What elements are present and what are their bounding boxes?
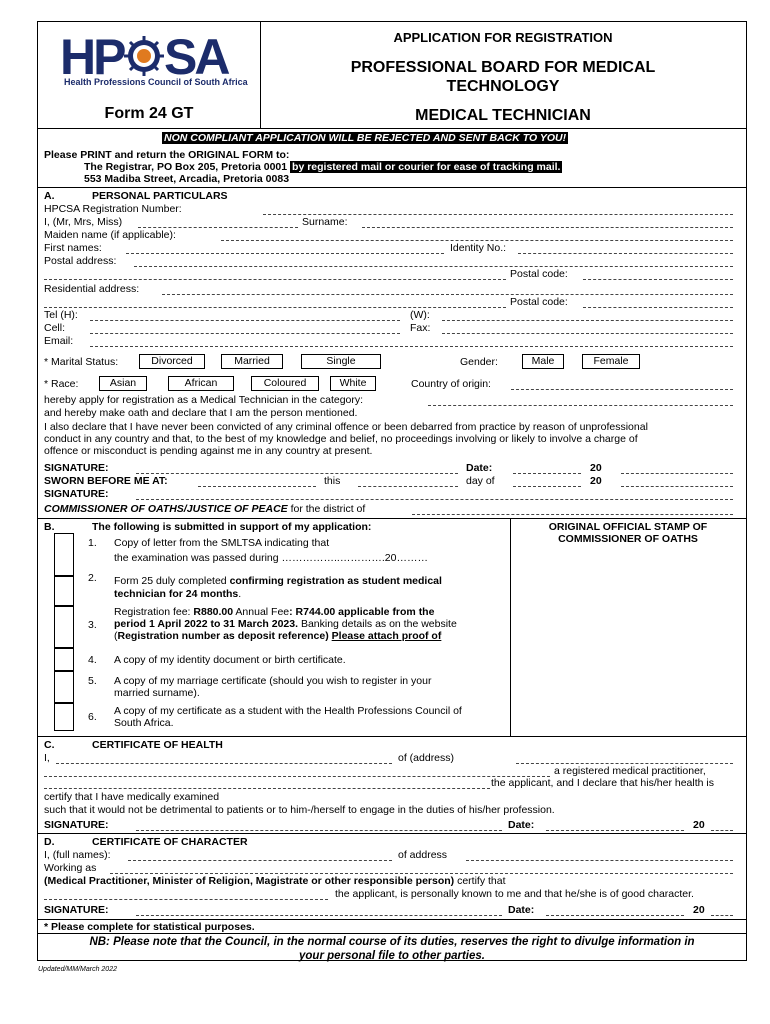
commissioner-signature-field[interactable]	[136, 499, 733, 500]
divider	[38, 736, 746, 737]
section-c-letter: C.	[44, 739, 55, 751]
email-label: Email:	[44, 335, 74, 347]
referee-signature-field[interactable]	[136, 915, 502, 916]
registration-number-label: HPCSA Registration Number:	[44, 203, 182, 215]
district-field[interactable]	[412, 514, 733, 515]
item-5-line-2: married surname).	[114, 687, 200, 699]
rejection-notice: NON COMPLIANT APPLICATION WILL BE REJECTED AND SENT BACK TO YOU!	[164, 132, 567, 144]
applicant-name-field[interactable]	[44, 788, 490, 789]
doctor-year-field[interactable]	[711, 830, 733, 831]
tel-home-label: Tel (H):	[44, 309, 78, 321]
item-4-number: 4.	[88, 654, 97, 666]
declaration-line-2: conduct in any country and that, to the best of my knowledge and belief, no proceedings involving or likely to involve a charge of	[44, 433, 638, 445]
fax-label: Fax:	[410, 322, 431, 334]
this-label: this	[324, 475, 341, 487]
certify-examined: certify that I have medically examined	[44, 791, 220, 803]
section-d-letter: D.	[44, 836, 55, 848]
marital-option-single[interactable]: Single	[301, 354, 381, 369]
section-c-title: CERTIFICATE OF HEALTH	[92, 739, 223, 751]
doctor-year-prefix: 20	[693, 819, 705, 831]
health-conclusion: such that it would not be detrimental to patients or to him-/herself to engage in the duties of his/her profession.	[44, 804, 555, 816]
doctor-signature-field[interactable]	[136, 830, 502, 831]
svg-text:HP: HP	[60, 30, 124, 78]
board-line-1: PROFESSIONAL BOARD FOR MEDICAL	[350, 59, 656, 76]
applicant-signature-label: SIGNATURE:	[44, 462, 109, 474]
country-of-origin-field[interactable]	[511, 389, 733, 390]
item-3-line-1: Registration fee: R880.00 Annual Fee: R744.00 applicable from the	[114, 606, 435, 618]
form-number: Form 24 GT	[104, 105, 194, 122]
referee-signature-label: SIGNATURE:	[44, 904, 109, 916]
declaration-line-3: offence or misconduct is pending against me in any country at present.	[44, 445, 373, 457]
item-6-checkbox[interactable]	[54, 703, 74, 731]
item-6-line-1: A copy of my certificate as a student with the Health Professions Council of	[114, 705, 462, 717]
referee-year-field[interactable]	[711, 915, 733, 916]
tel-work-field[interactable]	[442, 320, 733, 321]
item-1-checkbox[interactable]	[54, 533, 74, 576]
character-statement: the applicant, is personally known to me and that he/she is of good character.	[335, 888, 694, 900]
doctor-address-field-1[interactable]	[516, 763, 733, 764]
cell-field[interactable]	[90, 333, 400, 334]
first-names-label: First names:	[44, 242, 102, 254]
gender-label: Gender:	[460, 356, 498, 368]
applicant-year-prefix: 20	[590, 462, 602, 474]
item-3-number: 3.	[88, 619, 97, 631]
statistical-note: * Please complete for statistical purposes.	[44, 921, 255, 933]
doctor-address-label: of (address)	[398, 752, 455, 764]
maiden-name-label: Maiden name (if applicable):	[44, 229, 176, 241]
referee-address-label: of address	[398, 849, 448, 861]
divider	[38, 833, 746, 834]
marital-status-label: * Marital Status:	[44, 356, 119, 368]
referee-date-label: Date:	[508, 904, 535, 916]
doctor-date-field[interactable]	[546, 830, 684, 831]
sworn-year-field[interactable]	[621, 486, 733, 487]
postal-code-label: Postal code:	[510, 268, 568, 280]
svg-text:SA: SA	[164, 30, 228, 78]
item-1-line-2: the examination was passed during ……………..………….20………	[114, 552, 428, 564]
section-a-title: PERSONAL PARTICULARS	[92, 190, 228, 202]
working-as-label: Working as	[44, 862, 97, 874]
sworn-before-label: SWORN BEFORE ME AT:	[44, 475, 168, 487]
fax-field[interactable]	[442, 333, 733, 334]
apply-statement: hereby apply for registration as a Medical Technician in the category:	[44, 394, 364, 406]
residential-address-field-1[interactable]	[162, 294, 733, 295]
applicant-signature-field[interactable]	[136, 473, 458, 474]
sworn-month-field[interactable]	[513, 486, 581, 487]
health-declaration: the applicant, and I declare that his/her health is	[491, 777, 714, 789]
residential-address-label: Residential address:	[44, 283, 140, 295]
surname-field[interactable]	[362, 227, 733, 228]
identity-label: Identity No.:	[450, 242, 507, 254]
oath-statement: and hereby make oath and declare that I am the person mentioned.	[44, 407, 358, 419]
logo-subtitle: Health Professions Council of South Africa	[64, 77, 248, 87]
return-instruction: Please PRINT and return the ORIGINAL FORM to:	[44, 149, 290, 161]
day-of-label: day of	[466, 475, 495, 487]
practitioner-statement: a registered medical practitioner,	[554, 765, 706, 777]
stamp-title: ORIGINAL OFFICIAL STAMP OF COMMISSIONER OF OATHS	[548, 521, 708, 545]
section-b-title: The following is submitted in support of my application:	[92, 521, 372, 533]
working-as-field[interactable]	[110, 873, 733, 874]
board-heading	[260, 58, 746, 96]
item-5-number: 5.	[88, 675, 97, 687]
postal-address-label: Postal address:	[44, 255, 117, 267]
footer-updated: Updated/MM/March 2022	[38, 966, 117, 973]
residential-postal-code-label: Postal code:	[510, 296, 568, 308]
sworn-place-field[interactable]	[198, 486, 316, 487]
street-address: 553 Madiba Street, Arcadia, Pretoria 0083	[84, 173, 290, 185]
country-of-origin-label: Country of origin:	[411, 378, 491, 390]
logo-cell	[38, 22, 261, 128]
commissioner-line: COMMISSIONER OF OATHS/JUSTICE OF PEACE for the district of	[44, 503, 366, 515]
email-field[interactable]	[90, 346, 733, 347]
application-heading: APPLICATION FOR REGISTRATION	[393, 30, 613, 45]
race-option-coloured[interactable]: Coloured	[251, 376, 319, 391]
doctor-i-label: I,	[44, 752, 50, 764]
referee-name-field[interactable]	[128, 860, 392, 861]
item-3-checkbox[interactable]	[54, 606, 74, 648]
title-cell	[260, 22, 746, 128]
residential-address-field-2[interactable]	[44, 307, 506, 308]
cell-label: Cell:	[44, 322, 66, 334]
race-option-white[interactable]: White	[330, 376, 376, 391]
tel-work-label: (W):	[410, 309, 430, 321]
postal-code-field[interactable]	[583, 279, 733, 280]
item-5-checkbox[interactable]	[54, 671, 74, 703]
section-a-letter: A.	[44, 190, 55, 202]
category-field[interactable]	[428, 405, 733, 406]
board-line-2: TECHNOLOGY	[446, 78, 560, 95]
race-label: * Race:	[44, 378, 79, 390]
divider	[38, 919, 746, 920]
declaration-line-1: I also declare that I have never been convicted of any criminal offence or been debarred from practice by reason of unprofessional	[44, 421, 648, 433]
item-3-line-2: period 1 April 2022 to 31 March 2023. Banking details as on the website	[114, 618, 457, 630]
applicant-date-label: Date:	[466, 462, 493, 474]
item-6-number: 6.	[88, 711, 97, 723]
item-2-checkbox[interactable]	[54, 576, 74, 606]
item-2-number: 2.	[88, 572, 97, 584]
doctor-address-field-2[interactable]	[44, 776, 550, 777]
residential-postal-code-field[interactable]	[583, 307, 733, 308]
item-2-line-1: Form 25 duly completed confirming registration as student medical	[114, 575, 442, 587]
doctor-date-label: Date:	[508, 819, 535, 831]
applicant-date-field[interactable]	[513, 473, 581, 474]
title-field[interactable]	[138, 227, 298, 228]
marital-option-divorced[interactable]: Divorced	[139, 354, 205, 369]
referee-certify: (Medical Practitioner, Minister of Religion, Magistrate or other responsible person) certify that	[44, 875, 506, 887]
item-1-line-1: Copy of letter from the SMLTSA indicating that	[114, 537, 330, 549]
marital-option-married[interactable]: Married	[221, 354, 283, 369]
maiden-name-field[interactable]	[221, 240, 733, 241]
identity-field[interactable]	[518, 253, 733, 254]
stamp-divider	[510, 518, 511, 736]
race-option-african[interactable]: African	[168, 376, 234, 391]
referee-date-field[interactable]	[546, 915, 684, 916]
referee-year-prefix: 20	[693, 904, 705, 916]
applicant-year-field[interactable]	[621, 473, 733, 474]
applicant-name-field-2[interactable]	[44, 899, 328, 900]
item-4-checkbox[interactable]	[54, 648, 74, 671]
item-3-line-3: (Registration number as deposit reference) Please attach proof of	[114, 630, 442, 642]
commissioner-signature-label: SIGNATURE:	[44, 488, 109, 500]
gender-option-male[interactable]: Male	[522, 354, 564, 369]
doctor-signature-label: SIGNATURE:	[44, 819, 109, 831]
referee-address-field[interactable]	[466, 860, 733, 861]
section-d-title: CERTIFICATE OF CHARACTER	[92, 836, 248, 848]
registration-number-field[interactable]	[263, 214, 733, 215]
nb-line-2: your personal file to other parties.	[299, 950, 485, 962]
postal-address-field-2[interactable]	[44, 279, 506, 280]
doctor-name-field[interactable]	[56, 763, 392, 764]
sworn-day-field[interactable]	[358, 486, 458, 487]
tel-home-field[interactable]	[90, 320, 400, 321]
item-1-number: 1.	[88, 537, 97, 549]
divider	[38, 518, 746, 519]
divider	[38, 933, 746, 934]
surname-label: Surname:	[302, 216, 348, 228]
item-5-line-1: A copy of my marriage certificate (should you wish to register in your	[114, 675, 432, 687]
postal-address-field-1[interactable]	[134, 266, 733, 267]
form-header	[38, 22, 746, 129]
race-option-asian[interactable]: Asian	[99, 376, 147, 391]
first-names-field[interactable]	[126, 253, 444, 254]
divider	[38, 187, 746, 188]
sworn-year-prefix: 20	[590, 475, 602, 487]
item-4-line-1: A copy of my identity document or birth certificate.	[114, 654, 346, 666]
item-2-line-2: technician for 24 months.	[114, 588, 242, 600]
category-heading: MEDICAL TECHNICIAN	[415, 107, 591, 124]
mail-instruction: by registered mail or courier for ease of tracking mail.	[292, 161, 561, 173]
section-b-letter: B.	[44, 521, 55, 533]
referee-name-label: I, (full names):	[44, 849, 111, 861]
nb-line-1: NB: Please note that the Council, in the normal course of its duties, reserves the right to divulge information in	[89, 936, 695, 948]
gender-option-female[interactable]: Female	[582, 354, 640, 369]
item-6-line-2: South Africa.	[114, 717, 174, 729]
title-label: I, (Mr, Mrs, Miss)	[44, 216, 123, 228]
application-form	[37, 21, 747, 961]
registrar-address: The Registrar, PO Box 205, Pretoria 0001 by registered mail or courier for ease of tracking mail.	[84, 161, 561, 173]
hpcsa-logo	[60, 30, 240, 78]
